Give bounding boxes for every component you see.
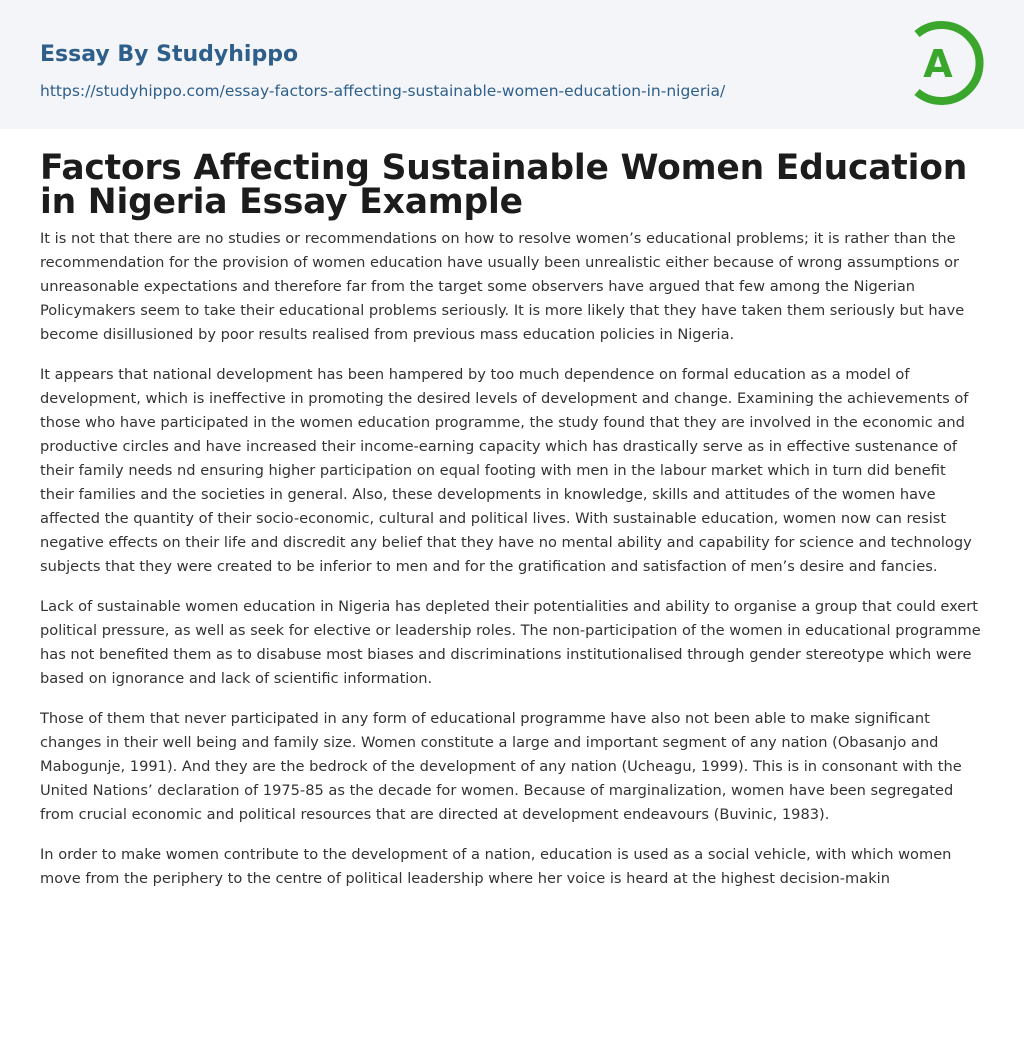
logo-letter: A xyxy=(923,42,953,86)
site-title: Essay By Studyhippo xyxy=(40,42,299,67)
site-header xyxy=(0,0,1024,129)
paragraph-1: It is not that there are no studies or recommendations on how to resolve women’s educational problems; it is rather than the recommendation for the provision of women education have usually been unrealistic either because of wrong assumptions or unreasonable expectations and therefore far from the target some observers have argued that few among the Nigerian Policymakers seem to take their educational problems seriously. It is more likely that they have taken them seriously but have become disillusioned by poor results realised from previous mass education policies in Nigeria. xyxy=(40,230,965,343)
article-url-link[interactable]: https://studyhippo.com/essay-factors-affecting-sustainable-women-education-in-nigeria/ xyxy=(40,82,726,100)
paragraph-3: Lack of sustainable women education in Nigeria has depleted their potentialities and ability to organise a group that could exert political pressure, as well as seek for elective or leadership roles. The non-participation of the women in educational programme has not benefited them as to disabuse most biases and discriminations institutionalised through gender stereotype which were based on ignorance and lack of scientific information. xyxy=(40,598,981,687)
article-body xyxy=(0,148,1024,891)
page-title: Factors Affecting Sustainable Women Education in Nigeria Essay Example xyxy=(40,148,968,222)
paragraph-2: It appears that national development has been hampered by too much dependence on formal education as a model of development, which is ineffective in promoting the desired levels of development and change. Examining the achievements of those who have participated in the women education programme, the study found that they are involved in the economic and productive circles and have increased their income-earning capacity which has drastically serve as in effective sustenance of their family needs nd ensuring higher participation on equal footing with men in the labour market which in turn did benefit their families and the societies in general. Also, these developments in knowledge, skills and attitudes of the women have affected the quantity of their socio-economic, cultural and political lives. With sustainable education, women now can resist negative effects on their life and discredit any belief that they have no mental ability and capability for science and technology subjects that they were created to be inferior to men and for the gratification and satisfaction of men’s desire and fancies. xyxy=(40,366,972,575)
studyhippo-logo[interactable] xyxy=(914,20,986,106)
paragraph-5: In order to make women contribute to the development of a nation, education is used as a social vehicle, with which women move from the periphery to the centre of political leadership where her voice is heard at the highest decision-makin xyxy=(40,846,952,887)
paragraph-4: Those of them that never participated in any form of educational programme have also not been able to make significant changes in their well being and family size. Women constitute a large and important segment of any nation (Obasanjo and Mabogunje, 1991). And they are the bedrock of the development of any nation (Ucheagu, 1999). This is in consonant with the United Nations’ declaration of 1975-85 as the decade for women. Because of marginalization, women have been segregated from crucial economic and political resources that are directed at development endeavours (Buvinic, 1983). xyxy=(40,710,962,823)
logo-ring-icon xyxy=(914,20,986,106)
